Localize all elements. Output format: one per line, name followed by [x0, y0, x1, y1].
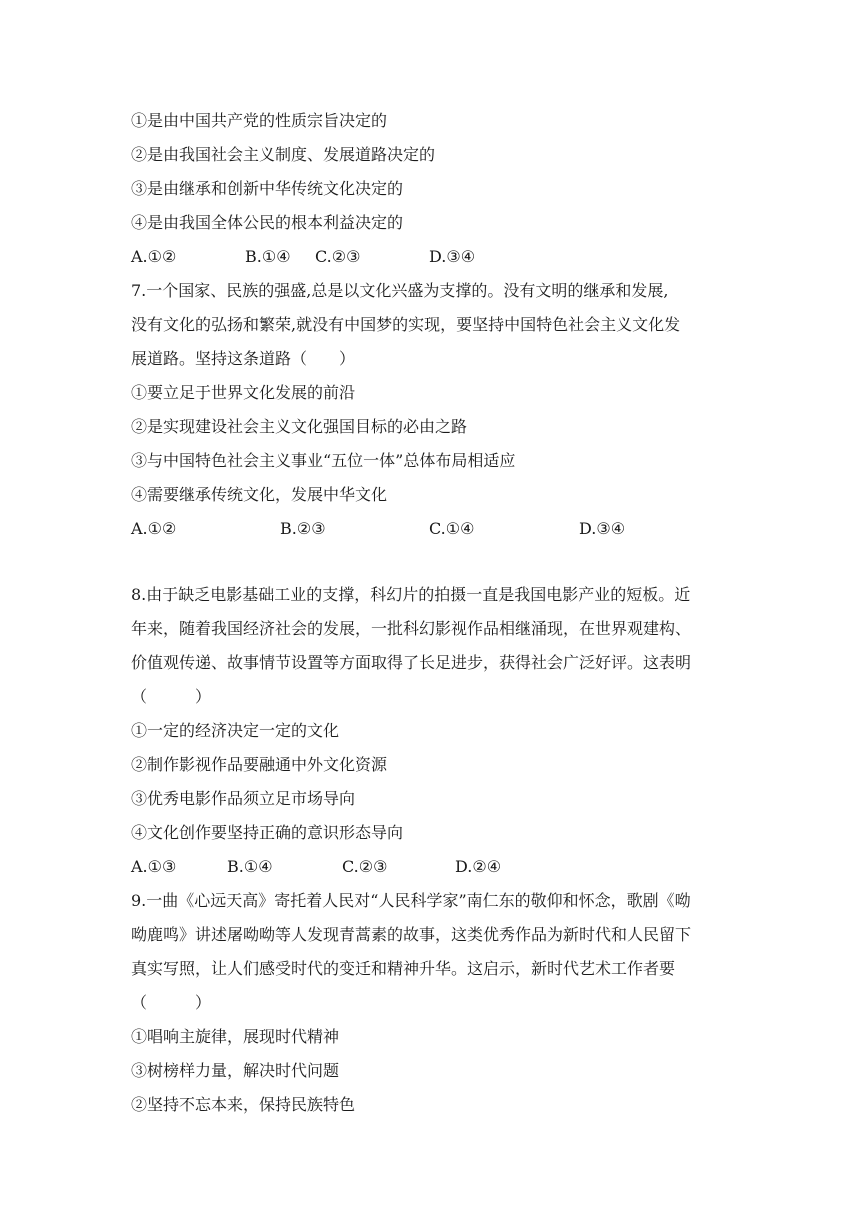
q8-option-d: D.②④: [455, 857, 502, 876]
q8-option-b: B.①④: [227, 857, 273, 876]
q8-stem-line-4: （ ）: [131, 687, 212, 706]
q9-item-2: ②坚持不忘本来，保持民族特色: [131, 1095, 356, 1114]
q9-stem-line-1: 9.一曲《心远天高》寄托着人民对“人民科学家”南仁东的敬仰和怀念，歌剧《呦: [131, 891, 691, 910]
q7-option-b: B.②③: [280, 519, 326, 538]
q6-item-1: ①是由中国共产党的性质宗旨决定的: [131, 111, 388, 130]
q7-stem-line-3: 展道路。坚持这条道路（ ）: [131, 349, 356, 368]
q8-item-4: ④文化创作要坚持正确的意识形态导向: [131, 823, 404, 842]
q8-item-2: ②制作影视作品要融通中外文化资源: [131, 755, 388, 774]
q7-item-3: ③与中国特色社会主义事业“五位一体”总体布局相适应: [131, 451, 516, 470]
q9-item-1: ①唱响主旋律，展现时代精神: [131, 1027, 340, 1046]
q7-stem-line-2: 没有文化的弘扬和繁荣,就没有中国梦的实现，要坚持中国特色社会主义文化发: [131, 315, 681, 334]
q7-option-d: D.③④: [579, 519, 626, 538]
q8-stem-line-2: 年来，随着我国经济社会的发展，一批科幻影视作品相继涌现，在世界观建构、: [131, 619, 692, 638]
q9-stem-line-3: 真实写照，让人们感受时代的变迁和精神升华。这启示，新时代艺术工作者要: [131, 959, 676, 978]
q9-stem-line-4: （ ）: [131, 993, 212, 1012]
q6-item-3: ③是由继承和创新中华传统文化决定的: [131, 179, 404, 198]
q9-stem-line-2: 呦鹿鸣》讲述屠呦呦等人发现青蒿素的故事，这类优秀作品为新时代和人民留下: [131, 925, 692, 944]
q8-item-3: ③优秀电影作品须立足市场导向: [131, 789, 356, 808]
q7-option-c: C.①④: [429, 519, 475, 538]
q9-item-3: ③树榜样力量，解决时代问题: [131, 1061, 340, 1080]
q7-item-2: ②是实现建设社会主义文化强国目标的必由之路: [131, 417, 468, 436]
q7-item-4: ④需要继承传统文化，发展中华文化: [131, 485, 388, 504]
q8-stem-line-1: 8.由于缺乏电影基础工业的支撑，科幻片的拍摄一直是我国电影产业的短板。近: [131, 585, 691, 604]
q6-option-b: B.①④: [245, 247, 291, 266]
q6-item-4: ④是由我国全体公民的根本利益决定的: [131, 213, 404, 232]
q7-option-a: A.①②: [131, 519, 177, 538]
q6-option-a: A.①②: [131, 247, 177, 266]
q8-item-1: ①一定的经济决定一定的文化: [131, 721, 340, 740]
q7-item-1: ①要立足于世界文化发展的前沿: [131, 383, 356, 402]
q8-option-c: C.②③: [342, 857, 388, 876]
q8-option-a: A.①③: [131, 857, 177, 876]
q6-option-d: D.③④: [429, 247, 476, 266]
q7-stem-line-1: 7.一个国家、民族的强盛,总是以文化兴盛为支撑的。没有文明的继承和发展,: [131, 281, 669, 300]
q8-stem-line-3: 价值观传递、故事情节设置等方面取得了长足进步，获得社会广泛好评。这表明: [131, 653, 692, 672]
q6-item-2: ②是由我国社会主义制度、发展道路决定的: [131, 145, 436, 164]
q6-option-c: C.②③: [315, 247, 361, 266]
